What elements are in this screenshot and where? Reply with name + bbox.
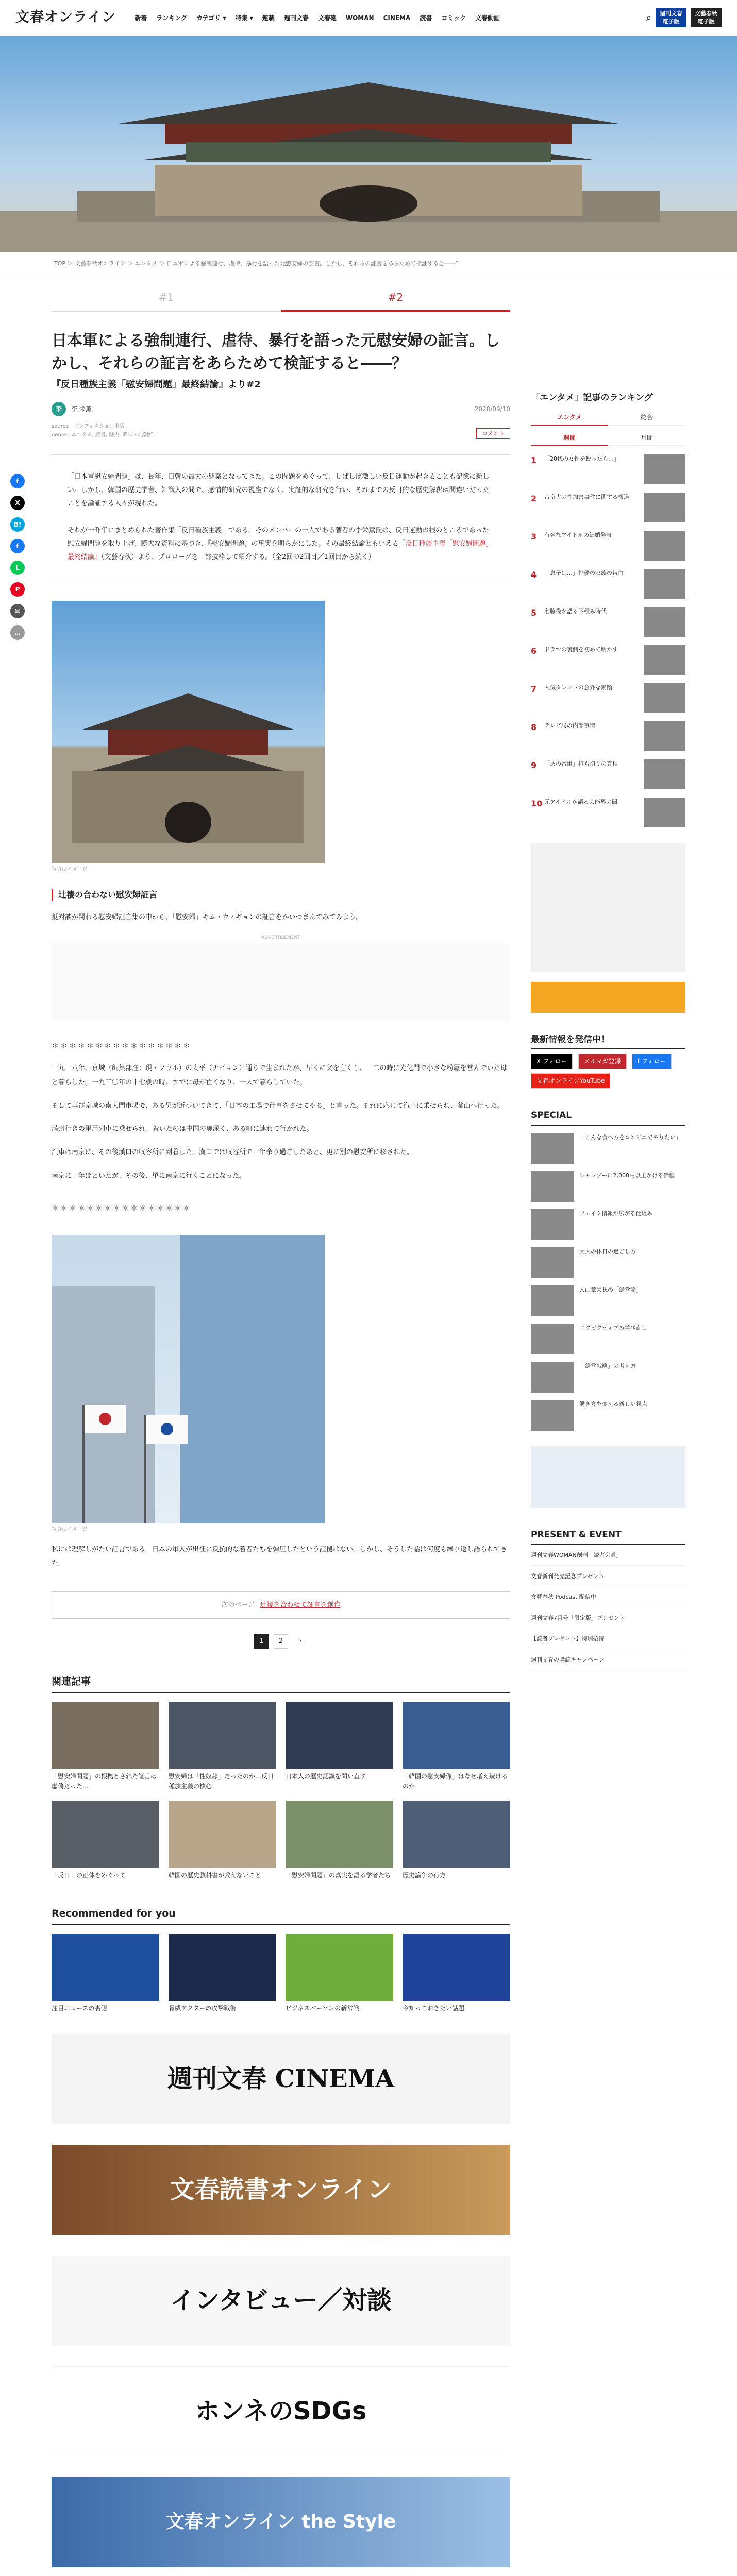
- related-card[interactable]: 「慰安婦問題」の根拠とされた証言は虚偽だった…: [52, 1702, 159, 1791]
- section-heading: 辻褄の合わない慰安婦証言: [52, 889, 510, 901]
- article-photo-2: [52, 1235, 325, 1523]
- nav-woman[interactable]: WOMAN: [345, 14, 374, 22]
- paragraph: 南京に一年ほどいたが、その後、単に南京に行くことになった。: [52, 1172, 246, 1180]
- ranking-item[interactable]: 2 帝京大の性加害事件に関する報道: [531, 493, 685, 522]
- share-bar: [10, 474, 25, 640]
- author-name[interactable]: 李 栄薫: [71, 405, 92, 413]
- nav-bunshunho[interactable]: 文春砲: [317, 14, 337, 22]
- page-1[interactable]: 1: [254, 1634, 269, 1649]
- intro-text: 「日本軍慰安婦問題」は、長年、日韓の最大の懸案となってきた。この問題をめぐって、しばしば激しい反日運動が起きることも記憶に新しい。しかし、韓国の歴史学者、知識人の間で、感情的研究の視座でなく、実証的な研究を行い、それまでの反日的な歴史解釈は間違いだったことを論証する人々が現れた。 それが一昨年にまとめられた著作集「反日種族主義」である。そのメンバーの一人である著者の李栄薫氏は、反日運動の根のところであった慰安婦問題を取り上げ、膨大な資料に基づき、『慰安婦問題』の事実を明らかにした。その最終結論ともいえる: [68, 472, 490, 548]
- youtube-button[interactable]: 文春オンラインYouTube: [531, 1073, 610, 1089]
- nav-series[interactable]: 連載: [262, 14, 275, 22]
- ranking-item[interactable]: 4 「息子は…」俳優の家族の告白: [531, 569, 685, 599]
- main-nav: [135, 13, 500, 23]
- related-card[interactable]: 「反日」の正体をめぐって: [52, 1801, 159, 1880]
- hero-image: [0, 36, 737, 252]
- article-subtitle: 『反日種族主義「慰安婦問題」最終結論』より#2: [52, 379, 261, 390]
- present-item[interactable]: 【読者プレゼント】特別招待: [531, 1634, 685, 1649]
- tab-monthly[interactable]: 月間: [608, 431, 685, 446]
- search-icon[interactable]: ⌕: [646, 12, 651, 23]
- related-heading: 関連記事: [52, 1674, 510, 1693]
- page-2[interactable]: 2: [274, 1634, 288, 1649]
- site-logo[interactable]: 文春オンライン: [15, 9, 116, 26]
- paragraph: 満州行きの軍用列車に乗せられ、着いたのは中国の奥深く、ある町に連れて行かれた。: [52, 1125, 313, 1133]
- ranking-item[interactable]: 6 ドラマの裏側を初めて明かす: [531, 645, 685, 675]
- source-tag: source：ノンフィクション出版: [52, 423, 125, 429]
- ranking-item[interactable]: 7 人気タレントの意外な素顔: [531, 683, 685, 713]
- ranking-item[interactable]: 3 有名なアイドルの結婚発表: [531, 531, 685, 561]
- article-title: 日本軍による強制連行、虐待、暴行を語った元慰安婦の証言。しかし、それらの証言をあらためて検証すると――？: [52, 332, 500, 372]
- nav-new[interactable]: 新着: [135, 14, 147, 22]
- special-item[interactable]: シャンプーに2,000円以上かける価値: [531, 1171, 685, 1202]
- article-date: 2020/09/10: [474, 405, 510, 413]
- facebook-share-icon[interactable]: f: [10, 539, 25, 553]
- page-tab-2[interactable]: #2: [281, 286, 510, 312]
- related-card[interactable]: 韓国の歴史教科書が教えないこと: [169, 1801, 276, 1880]
- special-item[interactable]: フェイク情報が広がる仕組み: [531, 1209, 685, 1240]
- follow-x-button[interactable]: X フォロー: [531, 1054, 573, 1069]
- ranking-item[interactable]: 1 「20代の女性を殴ったら…」: [531, 454, 685, 484]
- comment-button[interactable]: コメント: [476, 428, 510, 439]
- facebook-icon[interactable]: f: [10, 474, 25, 488]
- special-heading: SPECIAL: [531, 1109, 685, 1126]
- article-photo-1: [52, 601, 325, 863]
- next-page-label: 次のページ: [221, 1601, 255, 1609]
- flags-photo: [52, 1235, 325, 1523]
- page-tab-1[interactable]: #1: [52, 286, 281, 312]
- nav-cinema[interactable]: CINEMA: [383, 14, 411, 22]
- article-meta: [52, 402, 510, 416]
- recommend-heading: Recommended for you: [52, 1906, 510, 1925]
- recommend-grid: [52, 1934, 510, 2013]
- related-card[interactable]: 日本人の歴史認識を問い直す: [286, 1702, 393, 1791]
- divider-stars: ＊＊＊＊＊＊＊＊＊＊＊＊＊＊＊＊: [52, 1042, 192, 1051]
- ranking-item[interactable]: 9 「あの番組」打ち切りの真相: [531, 759, 685, 789]
- article-main: [52, 330, 510, 2567]
- recommend-card[interactable]: 今知っておきたい話題: [403, 1934, 510, 2013]
- ad-label: ADVERTISEMENT: [261, 935, 300, 940]
- pagination: [52, 1634, 510, 1649]
- site-header: [0, 0, 737, 36]
- present-item[interactable]: 文春新刊発売記念プレゼント: [531, 1572, 685, 1587]
- follow-facebook-button[interactable]: f フォロー: [632, 1054, 672, 1069]
- related-card[interactable]: 「韓国の慰安婦像」はなぜ増え続けるのか: [403, 1702, 510, 1791]
- article-page-tabs: [52, 286, 510, 312]
- sdgs-banner[interactable]: ホンネのSDGs: [52, 2366, 510, 2456]
- nav-shukan[interactable]: 週刊文春: [283, 14, 309, 22]
- special-item[interactable]: 大人の休日の過ごし方: [531, 1247, 685, 1278]
- promo-banner[interactable]: [531, 1446, 685, 1508]
- special-item[interactable]: 「経営戦略」の考え方: [531, 1362, 685, 1393]
- recommend-card[interactable]: 注目ニュースの裏側: [52, 1934, 159, 2013]
- sidebar: [531, 392, 685, 1670]
- promo-banner[interactable]: [531, 982, 685, 1013]
- nav-video[interactable]: 文春動画: [475, 14, 500, 22]
- present-item[interactable]: 週刊文春WOMAN創刊「読者会員」: [531, 1551, 685, 1566]
- special-item[interactable]: 入山章栄氏の「経営論」: [531, 1285, 685, 1316]
- present-item[interactable]: 週刊文春の購読キャンペーン: [531, 1655, 685, 1670]
- cinema-banner[interactable]: 週刊文春 CINEMA: [52, 2034, 510, 2124]
- bungei-digital-button[interactable]: 文藝春秋 電子版: [691, 8, 722, 27]
- author-avatar: 李: [52, 402, 66, 416]
- recommend-card[interactable]: ビジネスパーソンの新常識: [286, 1934, 393, 2013]
- gate-photo: [52, 601, 325, 863]
- special-item[interactable]: 働き方を変える新しい視点: [531, 1400, 685, 1431]
- photo-1-caption: 写真はイメージ: [52, 866, 88, 872]
- present-item[interactable]: 文藝春秋 Podcast 配信中: [531, 1592, 685, 1607]
- books-banner[interactable]: 文春読書オンライン: [52, 2145, 510, 2235]
- photo-2-caption: 写真はイメージ: [52, 1527, 88, 1533]
- recommend-card[interactable]: 脅威アクターの攻撃戦術: [169, 1934, 276, 2013]
- present-item[interactable]: 週刊文春7月号「限定版」プレゼント: [531, 1614, 685, 1629]
- tab-entame[interactable]: エンタメ: [531, 410, 608, 426]
- nav-feature[interactable]: 特集 ▾: [235, 14, 253, 22]
- next-page-link[interactable]: 辻褄を合わせて証言を創作: [260, 1601, 341, 1609]
- interview-banner[interactable]: インタビュー／対談: [52, 2256, 510, 2346]
- more-icon[interactable]: …: [10, 625, 25, 640]
- book-link[interactable]: 『反日種族主義「慰安婦問題」最終結論』: [68, 539, 493, 561]
- related-card[interactable]: 歴史論争の行方: [403, 1801, 510, 1880]
- line-icon[interactable]: L: [10, 561, 25, 575]
- special-item[interactable]: 「こんな食べ方をコンビニでやりたい」: [531, 1133, 685, 1164]
- ranking-item[interactable]: 10 元アイドルが語る芸能界の闇: [531, 798, 685, 827]
- related-card[interactable]: 「慰安婦問題」の真実を語る学者たち: [286, 1801, 393, 1880]
- shukan-digital-button[interactable]: 週刊文春 電子版: [656, 8, 686, 27]
- nav-ranking[interactable]: ランキング: [156, 14, 187, 22]
- next-page-box[interactable]: [52, 1591, 510, 1619]
- nav-books[interactable]: 読書: [420, 14, 432, 22]
- hatena-icon[interactable]: B!: [10, 517, 25, 532]
- tab-overall[interactable]: 総合: [608, 410, 685, 426]
- divider-stars: ＊＊＊＊＊＊＊＊＊＊＊＊＊＊＊＊: [52, 1205, 192, 1213]
- gate-illustration: [0, 36, 737, 252]
- ranking-period-tabs: [531, 431, 685, 446]
- genre-tags[interactable]: genre：エンタメ, 読書, 歴史, 韓国・北朝鮮: [52, 432, 154, 438]
- related-card[interactable]: 慰安婦は「性奴隷」だったのか…反日種族主義の核心: [169, 1702, 276, 1791]
- ad-slot: [531, 843, 685, 972]
- breadcrumb: TOP ＞ 文藝春秋オンライン ＞ エンタメ ＞ 日本軍による強制連行、虐待、暴行を語った元慰安婦の証言。しかし、それらの証言をあらためて検証すると――？: [0, 252, 737, 276]
- newsletter-button[interactable]: メルマガ登録: [578, 1054, 627, 1069]
- intro-box: [52, 454, 510, 580]
- intro-tail: （文藝春秋）より、プロローグを一部抜粋して紹介する。（全2回の2回目／1回目から続く）: [101, 553, 375, 561]
- mail-icon[interactable]: ✉: [10, 604, 25, 618]
- present-heading: PRESENT & EVENT: [531, 1529, 685, 1545]
- x-icon[interactable]: X: [10, 496, 25, 510]
- related-grid: [52, 1702, 510, 1881]
- ranking-item[interactable]: 5 名脇役が語る下積み時代: [531, 607, 685, 637]
- ranking-tabs: [531, 410, 685, 426]
- special-item[interactable]: エグゼクティブの学び直し: [531, 1324, 685, 1354]
- ranking-item[interactable]: 8 テレビ局の内部事情: [531, 721, 685, 751]
- paragraph: 抵対談が関わる慰安婦証言集の中から、「慰安婦」キム・ウィギョンの証言をかいつまんでみてみよう。: [52, 913, 363, 921]
- paragraph: 一九一八年、京城（編集部注：現・ソウル）の太平（チピョン）通りで生まれたが、早くに父を亡くし、一二の時に光化門で小さな粉屋を営んでいた母と暮らした。一九三〇年の十七歳の時、すでに母が亡くなり、一人で暮らしていた。: [52, 1064, 507, 1087]
- paragraph: 私には理解しがたい証言である。日本の軍人が出征に反抗的な若者たちを弾圧したという証拠はない。しかし、そうした話は何度も繰り返し語られてきた。: [52, 1546, 508, 1568]
- follow-heading: 最新情報を発信中！: [531, 1033, 685, 1050]
- pocket-icon[interactable]: P: [10, 582, 25, 597]
- style-banner[interactable]: 文春オンライン the Style: [52, 2477, 510, 2567]
- nav-comic[interactable]: コミック: [441, 14, 466, 22]
- paragraph: 汽車は南京に、その後漢口の収容所に到着した。漢口では収容所で一年余り過ごしたあと、更に別の慰安所に移された。: [52, 1148, 414, 1157]
- tab-weekly[interactable]: 週間: [531, 431, 608, 446]
- next-arrow-icon[interactable]: ›: [299, 1637, 302, 1646]
- nav-category[interactable]: カテゴリ ▾: [196, 14, 226, 22]
- paragraph: そして再び京城の南大門市場で、ある男が近づいてきて、「日本の工場で仕事をさせてやる」と言った。それに応じて汽車に乗せられ、釜山へ行った。: [52, 1101, 504, 1110]
- ranking-title: 「エンタメ」記事のランキング: [531, 393, 653, 403]
- ad-slot: [52, 943, 510, 1021]
